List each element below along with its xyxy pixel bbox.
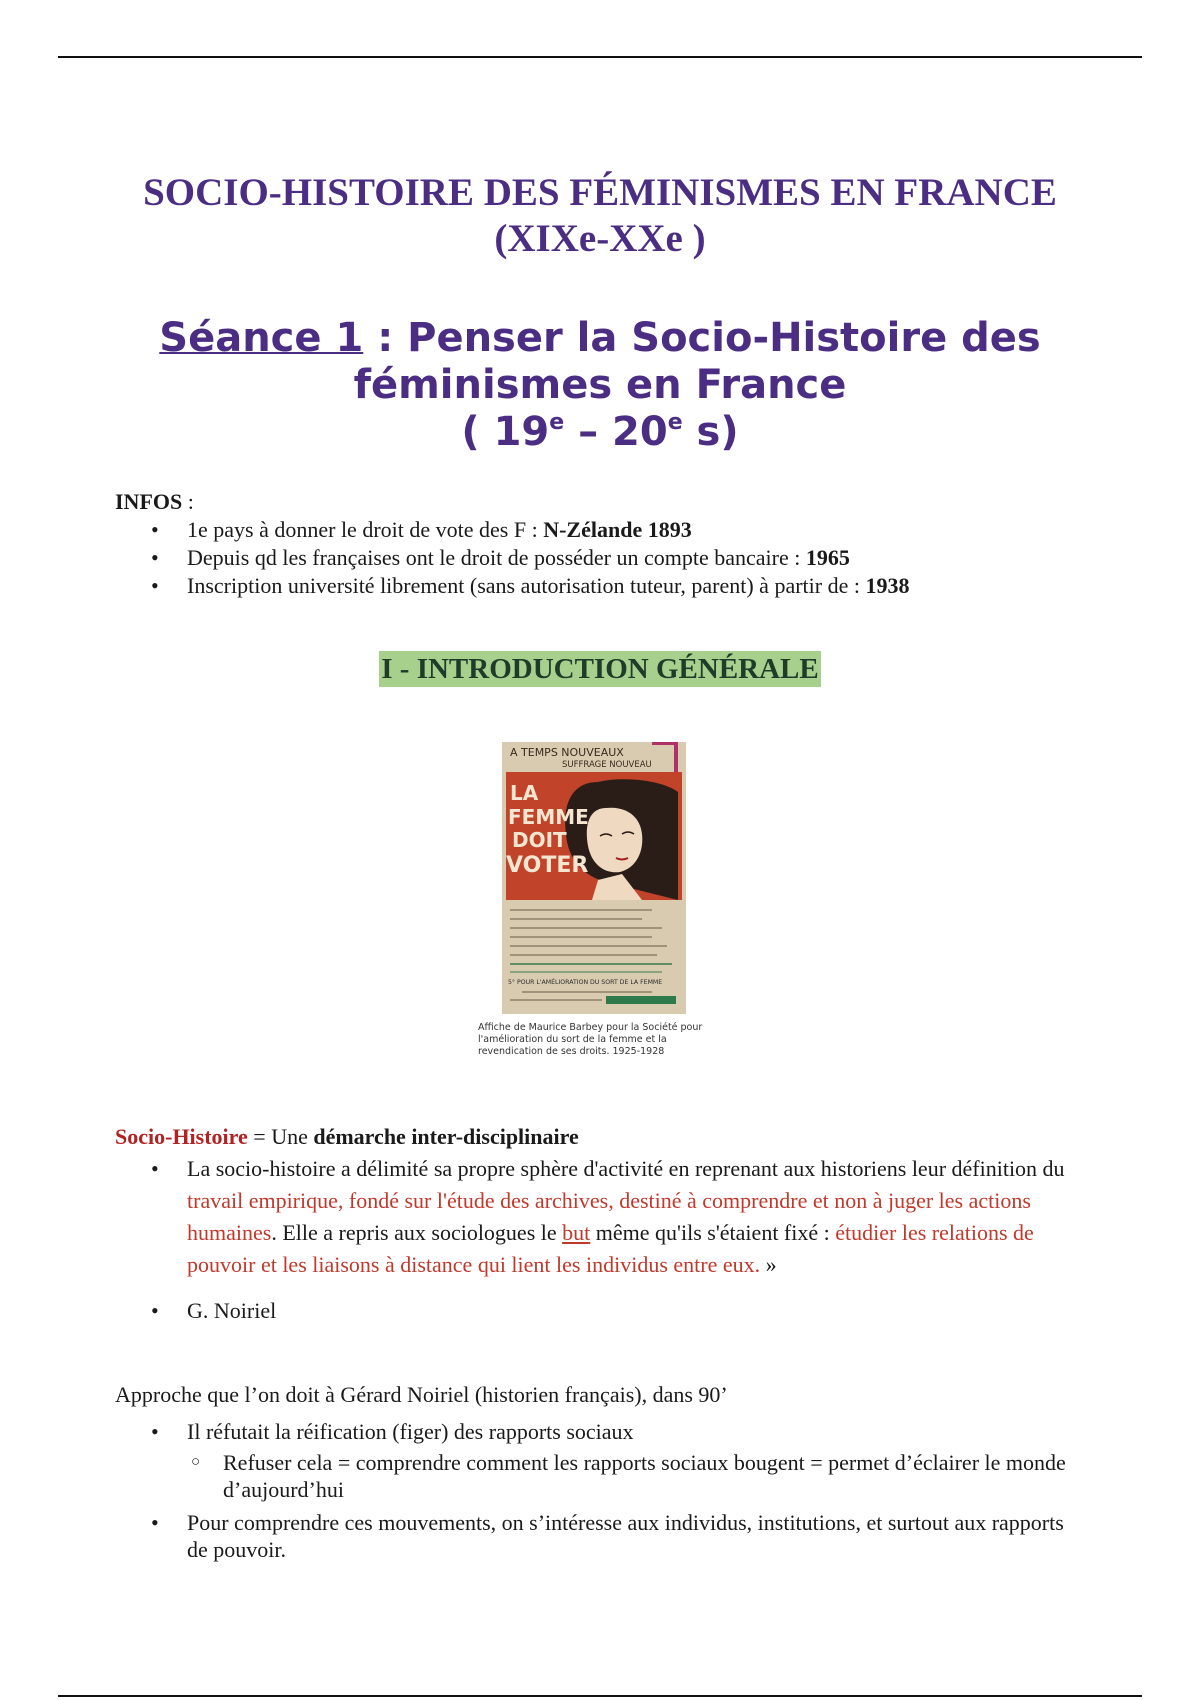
poster-caption: Affiche de Maurice Barbey pour la Société pour l'amélioration du sort de la femme et la revendication de ses droits. 1925-1928 xyxy=(478,1022,703,1057)
session-heading-line-2: féminismes en France xyxy=(353,362,847,408)
approche-block xyxy=(115,1381,1090,1563)
session-heading-line-3: ( 19e – 20e s) xyxy=(461,409,739,455)
quote-author: G. Noiriel xyxy=(187,1298,277,1323)
section-title: I - INTRODUCTION GÉNÉRALE xyxy=(381,653,819,685)
approche-list xyxy=(115,1418,1090,1563)
poster-header-2: SUFFRAGE NOUVEAU xyxy=(562,760,652,770)
suffrage-poster-image xyxy=(502,742,686,1014)
approche-sublist xyxy=(115,1449,1090,1503)
infos-label-line: INFOS : xyxy=(115,489,194,514)
list-item: • La socio-histoire a délimité sa propre sphère d'activité en reprenant aux historiens leur définition du travail empirique, fondé sur l'étude des archives, destiné à comprendre et non à juger les actions humaines. Elle a repris aux sociologues le but même qu'ils s'étaient fixé : étudier les relations de pouvoir et les liaisons à distance qui lient les individus entre eux. » xyxy=(115,1153,1090,1281)
list-item: • 1e pays à donner le droit de vote des F : N-Zélande 1893 xyxy=(115,516,1090,544)
socio-list xyxy=(115,1153,1090,1327)
infos-label: INFOS xyxy=(115,489,183,514)
section-heading xyxy=(0,653,1200,686)
poster-word-4: VOTER xyxy=(506,853,589,878)
infos-list xyxy=(115,516,1090,600)
session-heading xyxy=(0,315,1200,456)
poster-word-1: LA xyxy=(510,781,539,805)
socio-definition: Socio-Histoire = Une démarche inter-disciplinaire xyxy=(115,1124,579,1149)
list-item: • Depuis qd les françaises ont le droit de posséder un compte bancaire : 1965 xyxy=(115,544,1090,572)
title-line-1: SOCIO-HISTOIRE DES FÉMINISMES EN FRANCE xyxy=(143,171,1057,214)
list-item xyxy=(115,1295,1090,1327)
infos-block xyxy=(115,488,1090,600)
socio-term: Socio-Histoire xyxy=(115,1124,248,1149)
session-label: Séance 1 xyxy=(159,315,364,361)
list-item: ○ Refuser cela = comprendre comment les rapports sociaux bougent = permet d’éclairer le monde d’aujourd’hui xyxy=(115,1449,1090,1503)
list-item: • Pour comprendre ces mouvements, on s’intéresse aux individus, institutions, et surtout aux rapports de pouvoir. xyxy=(115,1509,1090,1563)
top-rule xyxy=(58,56,1142,58)
list-item: • Inscription université librement (sans autorisation tuteur, parent) à partir de : 1938 xyxy=(115,572,1090,600)
approche-intro: Approche que l’on doit à Gérard Noiriel (historien français), dans 90’ xyxy=(115,1382,728,1407)
poster-header-1: A TEMPS NOUVEAUX xyxy=(510,746,624,759)
socio-histoire-block xyxy=(115,1121,1090,1327)
bottom-rule xyxy=(58,1695,1142,1697)
session-heading-line-1: : Penser la Socio-Histoire des xyxy=(363,315,1041,361)
poster-word-3: DOIT xyxy=(512,828,567,852)
poster-word-2: FEMME xyxy=(508,805,589,829)
title-line-2: (XIXe-XXe ) xyxy=(494,217,706,260)
document-title xyxy=(0,170,1200,262)
list-item: • Il réfutait la réification (figer) des rapports sociaux ○ Refuser cela = comprendre comment les rapports sociaux bougent = permet d’éclairer le monde d’aujourd’hui xyxy=(115,1418,1090,1503)
poster-footer: 5° POUR L'AMÉLIORATION DU SORT DE LA FEMME xyxy=(508,979,663,986)
